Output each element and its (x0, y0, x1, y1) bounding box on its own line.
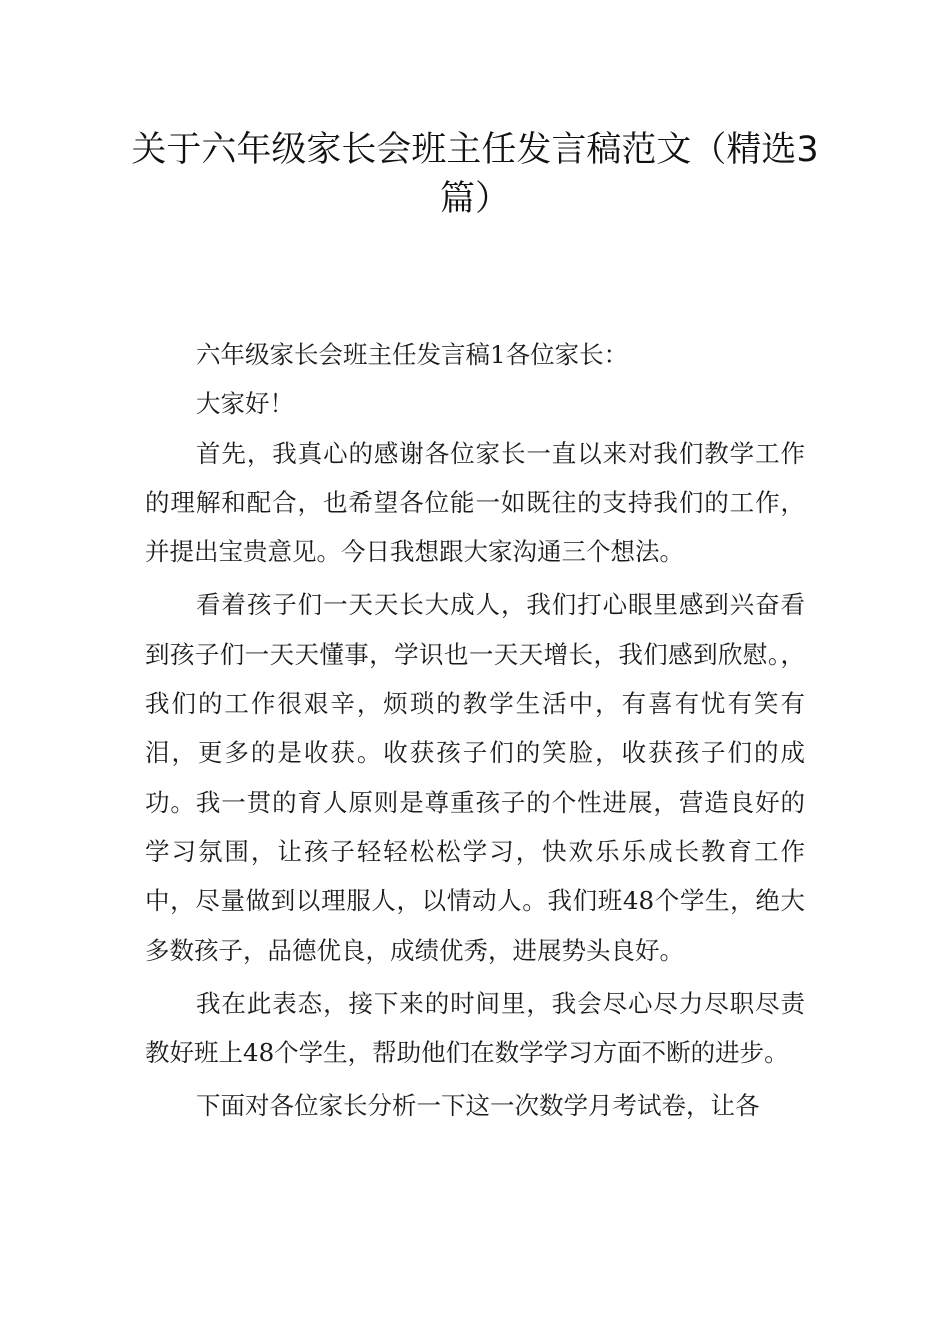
paragraph-exam-analysis: 下面对各位家长分析一下这一次数学月考试卷，让各 (196, 1091, 760, 1121)
document-body (145, 330, 805, 1131)
paragraph-class-overview: 看着孩子们一天天长大成人，我们打心眼里感到兴奋看到孩子们一天天懂事，学识也一天天增长，我们感到欣慰。，我们的工作很艰辛，烦琐的教学生活中，有喜有忧有笑有泪，更多的是收获。收获孩子们的笑脸，收获孩子们的成功。我一贯的育人原则是尊重孩子的个性进展，营造良好的学习氛围，让孩子轻轻松松学习，快欢乐乐成长教育工作中，尽量做到以理服人，以情动人。我们班48个学生，绝大多数孩子，品德优良，成绩优秀，进展势头良好。 (145, 590, 805, 965)
paragraph-greeting-heading: 六年级家长会班主任发言稿1各位家长： (196, 340, 629, 369)
paragraph-thanks: 首先，我真心的感谢各位家长一直以来对我们教学工作的理解和配合，也希望各位能一如既往的支持我们的工作，并提出宝贵意见。今日我想跟大家沟通三个想法。 (145, 438, 805, 567)
document-title: 关于六年级家长会班主任发言稿范文（精选3篇） (131, 130, 819, 219)
paragraph-salutation: 大家好！ (196, 389, 294, 419)
paragraph-commitment: 我在此表态，接下来的时间里，我会尽心尽力尽职尽责教好班上48个学生，帮助他们在数学学习方面不断的进步。 (145, 988, 805, 1068)
